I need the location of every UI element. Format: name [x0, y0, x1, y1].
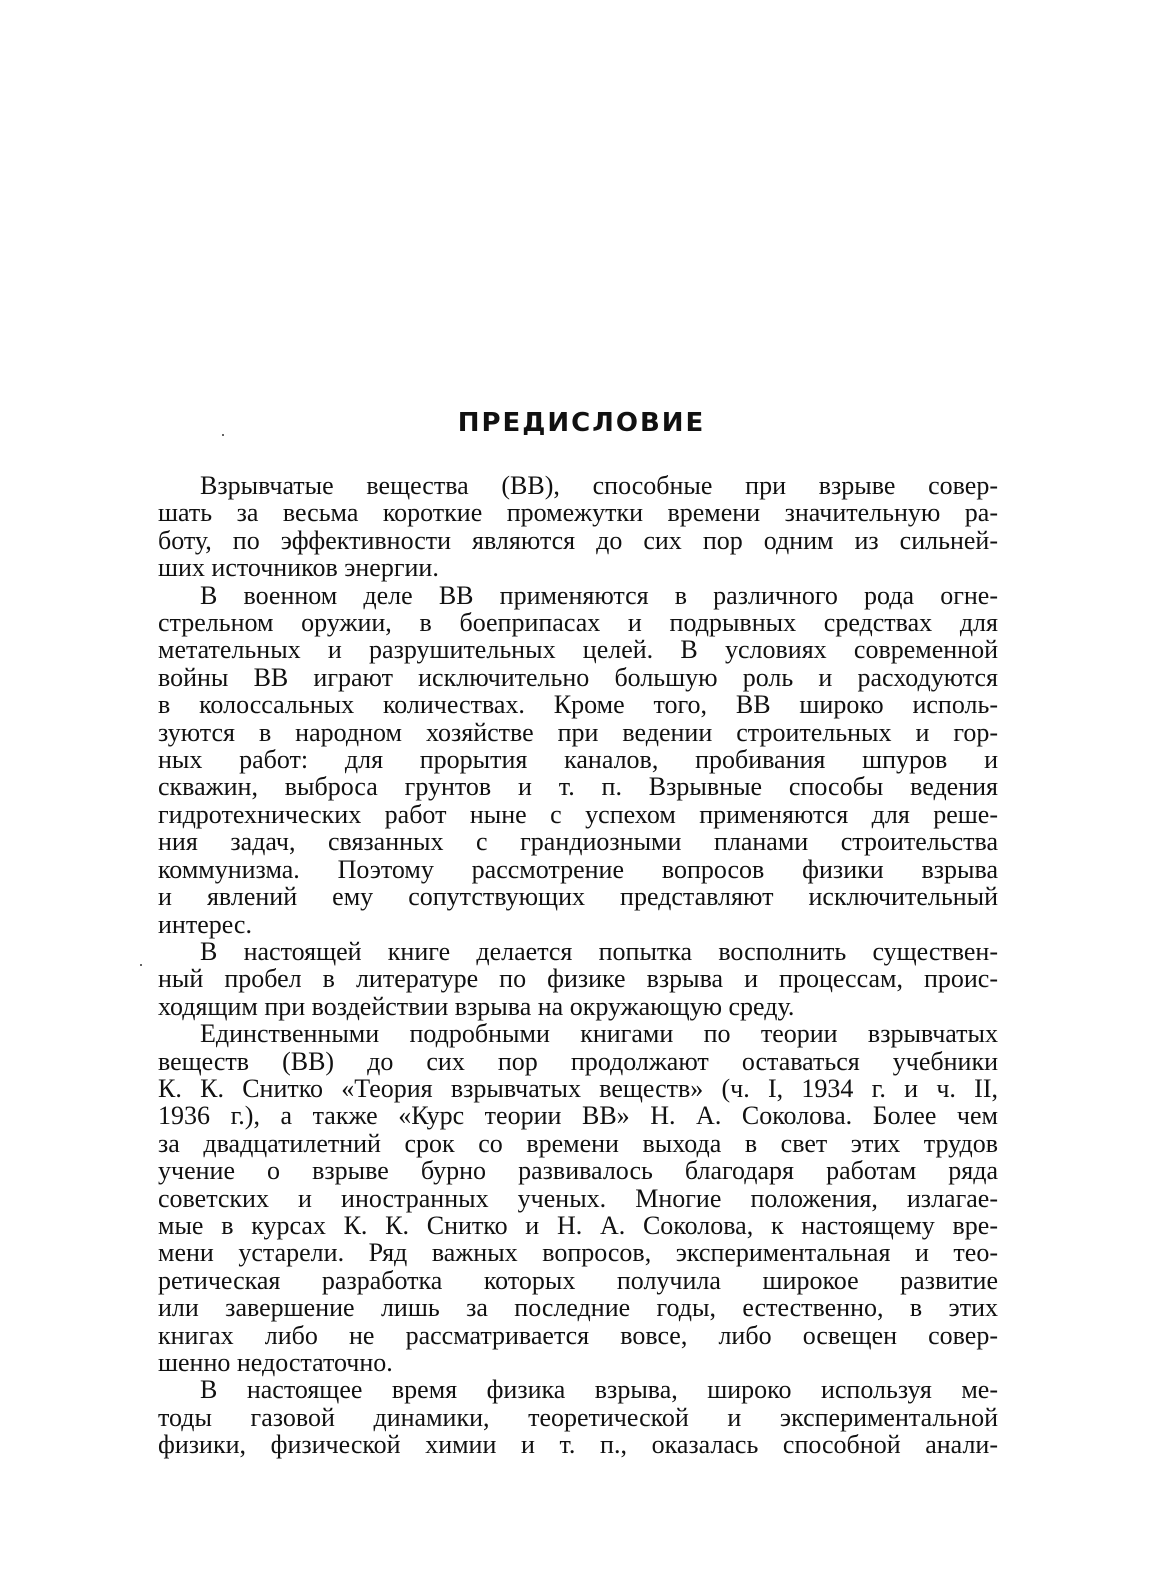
print-speck: [140, 964, 142, 966]
text-line: мые в курсах К. К. Снитко и Н. А. Соколова, к настоящему вре-: [158, 1210, 998, 1240]
paragraph: [158, 1376, 998, 1458]
text-line: ших источников энергии.: [158, 553, 439, 583]
text-line: шенно недостаточно.: [158, 1348, 393, 1377]
text-line: гидротехнических работ ныне с успехом применяются для реше-: [158, 799, 998, 829]
text-line: Единственными подробными книгами по теории взрывчатых: [200, 1019, 998, 1049]
text-line: книгах либо не рассматривается вовсе, либо освещен совер-: [158, 1320, 998, 1350]
text-line: боту, по эффективности являются до сих пор одним из сильней-: [158, 525, 998, 555]
text-line: ния задач, связанных с грандиозными планами строительства: [158, 827, 998, 857]
text-line: 1936 г.), а также «Курс теории ВВ» Н. А. Соколова. Более чем: [158, 1101, 998, 1131]
text-line: интерес.: [158, 909, 252, 939]
text-line: Взрывчатые вещества (ВВ), способные при взрыве совер-: [200, 471, 998, 500]
text-line: за двадцатилетний срок со времени выхода в свет этих трудов: [158, 1128, 998, 1158]
text-line: или завершение лишь за последние годы, естественно, в этих: [158, 1293, 998, 1323]
text-line: шать за весьма короткие промежутки времени значительную ра-: [158, 498, 998, 528]
page-title: ПРЕДИСЛОВИЕ: [457, 408, 706, 438]
text-line: в колоссальных количествах. Кроме того, ВВ широко исполь-: [158, 690, 998, 720]
text-line: ретическая разработка которых получила широкое развитие: [158, 1265, 998, 1295]
text-line: стрельном оружии, в боеприпасах и подрывных средствах для: [158, 608, 998, 638]
text-line: учение о взрыве бурно развивалось благодаря работам ряда: [158, 1156, 998, 1186]
text-line: ных работ: для прорытия каналов, пробивания шпуров и: [158, 745, 998, 775]
text-line: скважин, выброса грунтов и т. п. Взрывные способы ведения: [158, 772, 998, 802]
text-line: советских и иностранных ученых. Многие положения, излагае-: [158, 1183, 998, 1213]
text-line: К. К. Снитко «Теория взрывчатых веществ» (ч. I, 1934 г. и ч. II,: [158, 1073, 998, 1103]
text-line: В военном деле ВВ применяются в различного рода огне-: [200, 580, 998, 610]
paragraph: [158, 582, 998, 938]
text-line: ходящим при воздействии взрыва на окружающую среду.: [158, 991, 795, 1021]
paragraph: [158, 1020, 998, 1376]
text-line: коммунизма. Поэтому рассмотрение вопросов физики взрыва: [158, 854, 998, 884]
paragraph: [158, 472, 998, 582]
text-line: мени устарели. Ряд важных вопросов, экспериментальная и тео-: [158, 1238, 998, 1268]
text-line: метательных и разрушительных целей. В условиях современной: [158, 635, 998, 665]
text-line: тоды газовой динамики, теоретической и экспериментальной: [158, 1402, 998, 1432]
text-line: и явлений ему сопутствующих представляют исключительный: [158, 882, 998, 912]
text-line: войны ВВ играют исключительно большую роль и расходуются: [158, 662, 998, 692]
text-line: физики, физической химии и т. п., оказалась способной анали-: [158, 1430, 998, 1460]
text-line: В настоящее время физика взрыва, широко используя ме-: [200, 1375, 998, 1405]
text-line: зуются в народном хозяйстве при ведении строительных и гор-: [158, 717, 998, 747]
body-text: [158, 472, 998, 1459]
text-line: В настоящей книге делается попытка восполнить существен-: [200, 936, 998, 966]
text-line: ный пробел в литературе по физике взрыва и процессам, проис-: [158, 964, 998, 994]
text-line: веществ (ВВ) до сих пор продолжают оставаться учебники: [158, 1046, 998, 1076]
paragraph: [158, 938, 998, 1020]
